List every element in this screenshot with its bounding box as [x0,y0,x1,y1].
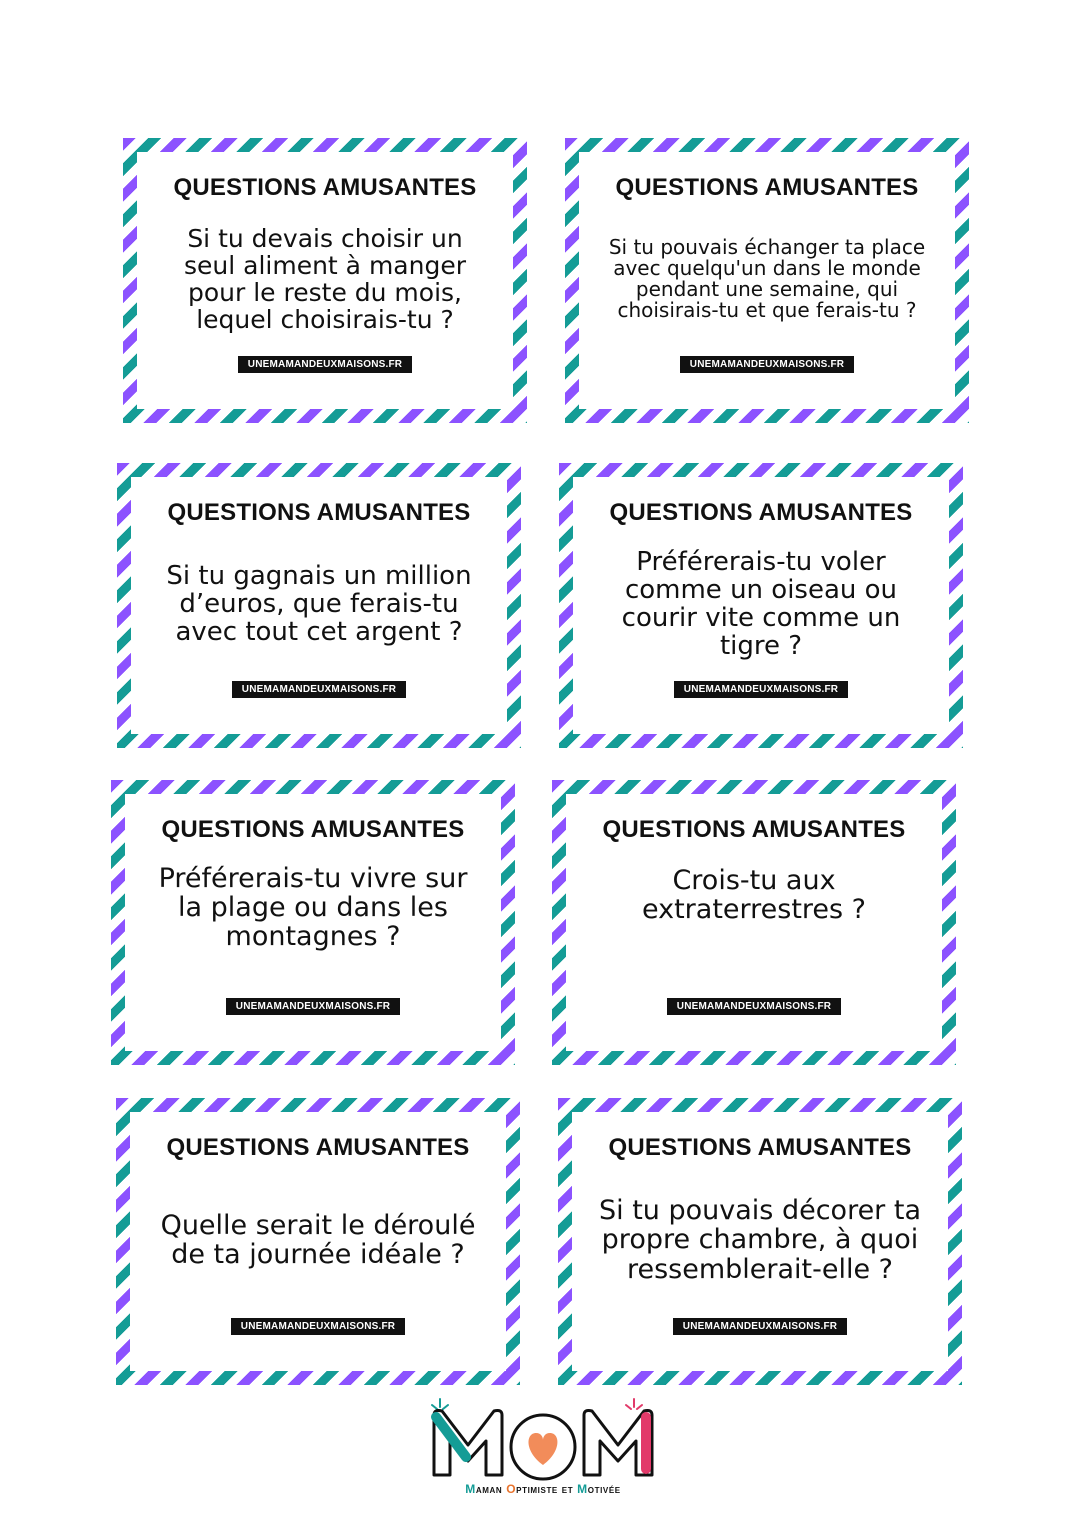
card-question: Quelle serait le déroulé de ta journée idéale ? [160,1209,476,1270]
card-body [573,477,949,734]
card-site-label: UNEMAMANDEUXMAISONS.FR [232,681,406,698]
sparkle-icon [626,1399,642,1409]
card-site-label: UNEMAMANDEUXMAISONS.FR [238,356,412,373]
card-body [130,1112,506,1371]
logo-tagline [380,1482,706,1496]
card-2 [565,138,969,423]
card-body [566,794,942,1051]
card-4 [559,463,963,748]
card-title: QUESTIONS AMUSANTES [602,816,906,843]
card-title: QUESTIONS AMUSANTES [166,1134,470,1161]
tagline-initial: O [506,1482,517,1496]
card-question: Si tu gagnais un million d’euros, que ferais-tu avec tout cet argent ? [166,560,472,648]
card-3 [117,463,521,748]
card-body [125,794,501,1051]
sparkle-icon [432,1399,448,1409]
tagline-initial: M [465,1482,476,1496]
card-question: Si tu devais choisir un seul aliment à manger pour le reste du mois, lequel choisirais-tu ? [184,224,466,334]
card-question: Préférerais-tu vivre sur la plage ou dans les montagnes ? [158,863,468,953]
card-7 [116,1098,520,1385]
card-title: QUESTIONS AMUSANTES [615,174,919,201]
card-site-label: UNEMAMANDEUXMAISONS.FR [667,998,841,1015]
card-question: Crois-tu aux extraterrestres ? [641,865,867,926]
card-title: QUESTIONS AMUSANTES [609,499,913,526]
card-body [572,1112,948,1371]
tagline-initial: M [577,1482,588,1496]
card-8 [558,1098,962,1385]
card-site-label: UNEMAMANDEUXMAISONS.FR [680,356,854,373]
card-site-label: UNEMAMANDEUXMAISONS.FR [674,681,848,698]
card-1 [123,138,527,423]
tagline-text: aman [475,1482,507,1496]
card-question: Préférerais-tu voler comme un oiseau ou courir vite comme un tigre ? [621,546,901,662]
card-6 [552,780,956,1065]
card-5 [111,780,515,1065]
card-title: QUESTIONS AMUSANTES [167,499,471,526]
tagline-text: otivée [587,1482,621,1496]
card-title: QUESTIONS AMUSANTES [161,816,465,843]
card-body [137,152,513,409]
tagline-text: ptimiste et [516,1482,578,1496]
card-question: Si tu pouvais décorer ta propre chambre, à quoi ressemblerait-elle ? [599,1195,921,1285]
card-title: QUESTIONS AMUSANTES [608,1134,912,1161]
card-body [131,477,507,734]
card-site-label: UNEMAMANDEUXMAISONS.FR [231,1318,405,1335]
card-site-label: UNEMAMANDEUXMAISONS.FR [673,1318,847,1335]
card-site-label: UNEMAMANDEUXMAISONS.FR [226,998,400,1015]
card-question: Si tu pouvais échanger ta place avec quelqu'un dans le monde pendant une semaine, qui choisirais-tu et que ferais-tu ? [608,235,926,322]
card-body [579,152,955,409]
card-title: QUESTIONS AMUSANTES [173,174,477,201]
